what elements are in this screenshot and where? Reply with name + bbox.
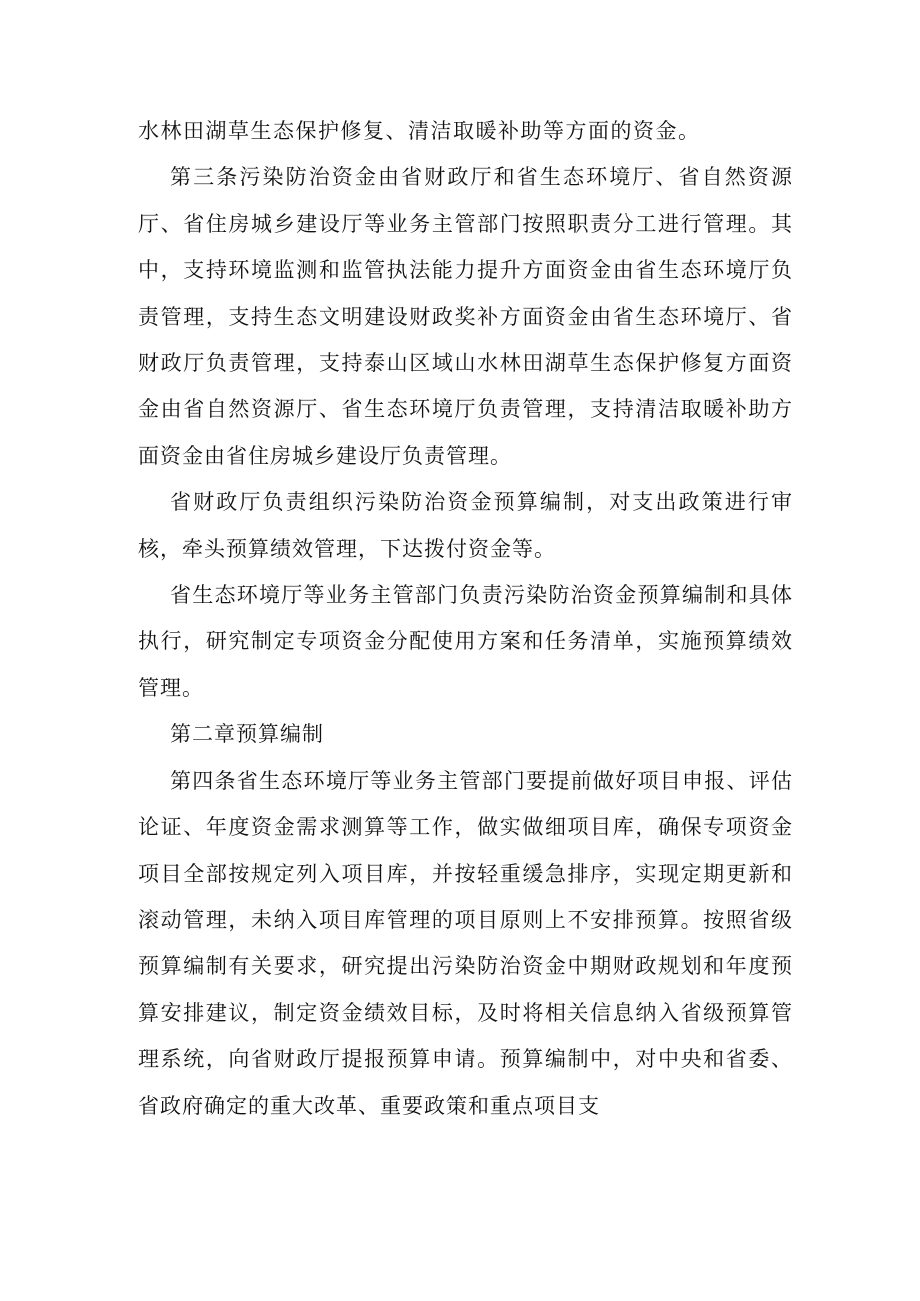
paragraph-finance-dept-duties: 省财政厅负责组织污染防治资金预算编制，对支出政策进行审核，牵头预算绩效管理，下达拨付资金等。: [138, 490, 793, 561]
document-body: [138, 108, 793, 1129]
paragraph-ecology-dept-duties: 省生态环境厅等业务主管部门负责污染防治资金预算编制和具体执行，研究制定专项资金分配使用方案和任务清单，实施预算绩效管理。: [138, 583, 793, 700]
paragraph-article-3: 第三条污染防治资金由省财政厅和省生态环境厅、省自然资源厅、省住房城乡建设厅等业务主管部门按照职责分工进行管理。其中，支持环境监测和监管执法能力提升方面资金由省生态环境厅负责管理，支持生态文明建设财政奖补方面资金由省生态环境厅、省财政厅负责管理，支持泰山区域山水林田湖草生态保护修复方面资金由省自然资源厅、省生态环境厅负责管理，支持清洁取暖补助方面资金由省住房城乡建设厅负责管理。: [138, 165, 793, 468]
chapter-heading: 第二章预算编制: [170, 722, 324, 747]
paragraph-continued-funds: 水林田湖草生态保护修复、清洁取暖补助等方面的资金。: [138, 119, 701, 143]
paragraph-article-4: 第四条省生态环境厅等业务主管部门要提前做好项目申报、评估论证、年度资金需求测算等工作，做实做细项目库，确保专项资金项目全部按规定列入项目库，并按轻重缓急排序，实现定期更新和滚动管理，未纳入项目库管理的项目原则上不安排预算。按照省级预算编制有关要求，研究提出污染防治资金中期财政规划和年度预算安排建议，制定资金绩效目标，及时将相关信息纳入省级预算管理系统，向省财政厅提报预算申请。预算编制中，对中央和省委、省政府确定的重大改革、重要政策和重点项目支: [138, 768, 793, 1118]
